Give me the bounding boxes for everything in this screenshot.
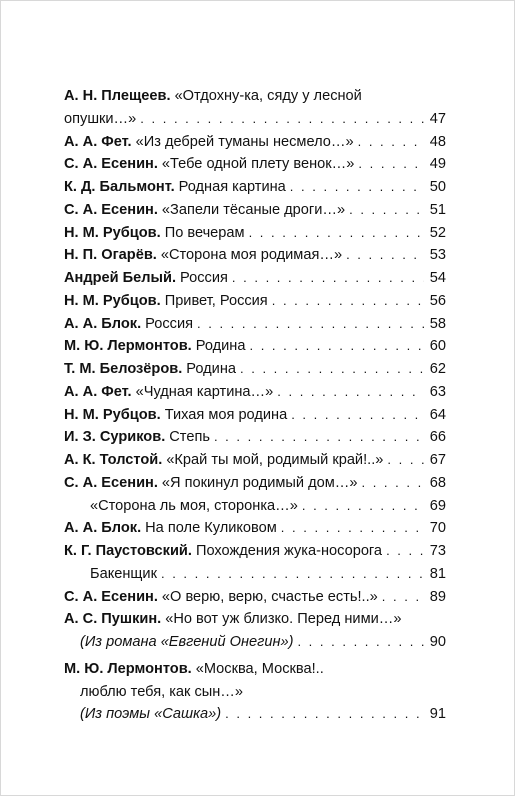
toc-author: С. А. Есенин. [64,474,158,491]
toc-leader [382,586,424,609]
toc-page-number: 53 [429,247,446,264]
toc-title: «Сторона ль моя, сторонка…» [90,497,298,514]
toc-leader [302,495,424,518]
toc-page-number: 56 [429,292,446,309]
toc-leader [272,290,424,313]
toc-title: По вечерам [164,224,245,241]
toc-title: «Чудная картина…» [135,383,274,400]
toc-author: Н. П. Огарёв. [64,247,157,264]
toc-author: Андрей Белый. [64,270,177,286]
toc-leader [358,153,424,176]
toc-page-number: 66 [429,429,446,446]
toc-leader [140,108,424,131]
toc-author: Н. М. Рубцов. [64,224,161,241]
toc-entry [64,449,446,472]
toc-entry [64,267,446,290]
toc-title: «Тебе одной плету венок…» [161,156,355,173]
toc-entry [64,131,446,154]
toc-page-number: 62 [429,361,446,377]
toc-entry [64,404,446,427]
toc-entry [64,517,446,540]
toc-entry [64,176,446,199]
toc-author: А. А. Фет. [64,133,132,150]
toc-leader [291,404,424,427]
toc-leader [297,631,424,654]
toc-title: Родина [195,338,246,355]
toc-title: Похождения жука-носорога [195,543,383,559]
toc-page-number: 48 [429,133,446,150]
toc-entry [64,563,446,586]
toc-page-number: 89 [429,588,446,605]
toc-leader [214,426,424,449]
toc-leader [225,703,424,726]
toc-page-number: 68 [429,474,446,491]
toc-title: «Но вот уж близко. Перед ними…» [165,611,402,628]
toc-title: На поле Куликовом [145,520,277,537]
toc-author: М. Ю. Лермонтов. [64,660,192,677]
toc-page-number: 67 [429,452,446,468]
toc-entry [64,586,446,609]
toc-entry [64,222,446,245]
toc-leader [197,313,424,336]
toc-leader [281,517,424,540]
toc-title: «Край ты мой, родимый край!..» [166,452,384,468]
toc-leader [386,540,424,563]
toc-entry [64,358,446,381]
toc-title: «О верю, верю, счастье есть!..» [161,588,378,605]
toc-leader [277,381,424,404]
toc-title: Россия [145,315,193,332]
toc-title: Родина [186,361,237,377]
toc-leader [346,244,424,267]
toc-title: опушки…» [64,110,137,127]
toc-entry [64,313,446,336]
toc-author: С. А. Есенин. [64,201,158,218]
toc-title: «Я покинул родимый дом…» [161,474,358,491]
toc-page-number: 63 [429,383,446,400]
toc-author: С. А. Есенин. [64,156,158,173]
toc-author: Н. М. Рубцов. [64,292,161,309]
toc-page-number: 54 [429,270,446,286]
toc-page-number: 90 [429,634,446,650]
toc-title: (Из поэмы «Сашка») [80,706,222,723]
toc-title: «Сторона моя родимая…» [160,247,343,264]
toc-entry [64,472,446,495]
toc-title: Тихая моя родина [164,406,288,423]
toc-author: К. Д. Бальмонт. [64,179,175,195]
toc-entry [64,199,446,222]
toc-author: С. А. Есенин. [64,588,158,605]
toc-title: «Из дебрей туманы несмело…» [135,133,354,150]
toc-author: М. Ю. Лермонтов. [64,338,192,355]
toc-leader [387,449,424,472]
toc-author: А. С. Пушкин. [64,611,162,628]
toc-author: А. А. Фет. [64,383,132,400]
toc-page-number: 69 [429,497,446,514]
toc-title: люблю тебя, как сын…» [80,683,244,700]
toc-leader [232,267,424,290]
toc-entry [64,85,446,108]
toc-author: Н. М. Рубцов. [64,406,161,423]
toc-title: «Москва, Москва!.. [195,660,324,677]
toc-title: «Отдохну-ка, сяду у лесной [174,88,362,104]
toc-page-number: 58 [429,315,446,332]
toc-page-number: 60 [429,338,446,355]
toc-title: Бакенщик [90,565,157,582]
toc-leader [161,563,424,586]
toc-leader [361,472,424,495]
table-of-contents [64,85,446,726]
toc-title: Привет, Россия [164,292,268,309]
toc-leader [349,199,424,222]
toc-leader [358,131,424,154]
toc-page-number: 91 [429,706,446,723]
toc-title: Степь [169,429,210,446]
toc-entry [64,108,446,131]
toc-page-number: 73 [429,543,446,559]
toc-entry [64,495,446,518]
toc-entry [64,540,446,563]
toc-leader [249,222,424,245]
toc-entry [64,381,446,404]
toc-entry [64,290,446,313]
toc-page-number: 81 [429,565,446,582]
toc-entry [64,658,446,681]
toc-author: К. Г. Паустовский. [64,543,192,559]
toc-page-number: 49 [429,156,446,173]
toc-page-number: 70 [429,520,446,537]
toc-entry [64,335,446,358]
toc-author: Т. М. Белозёров. [64,361,183,377]
toc-page-number: 64 [429,406,446,423]
toc-entry [64,631,446,654]
toc-page-number: 52 [429,224,446,241]
toc-entry [64,244,446,267]
toc-title: (Из романа «Евгений Онегин») [80,634,294,650]
toc-title: Родная картина [178,179,286,195]
toc-leader [290,176,424,199]
toc-author: И. З. Суриков. [64,429,166,446]
toc-author: А. А. Блок. [64,315,142,332]
toc-title: Россия [180,270,228,286]
toc-entry [64,153,446,176]
toc-title: «Запели тёсаные дроги…» [161,201,346,218]
toc-author: А. А. Блок. [64,520,142,537]
toc-page-number: 50 [429,179,446,195]
toc-page-number: 51 [429,201,446,218]
toc-entry [64,426,446,449]
toc-leader [240,358,424,381]
toc-author: А. Н. Плещеев. [64,88,171,104]
toc-leader [249,335,424,358]
toc-entry [64,608,446,631]
toc-entry [64,703,446,726]
toc-author: А. К. Толстой. [64,452,163,468]
toc-page-number: 47 [429,110,446,127]
toc-entry [64,681,446,704]
